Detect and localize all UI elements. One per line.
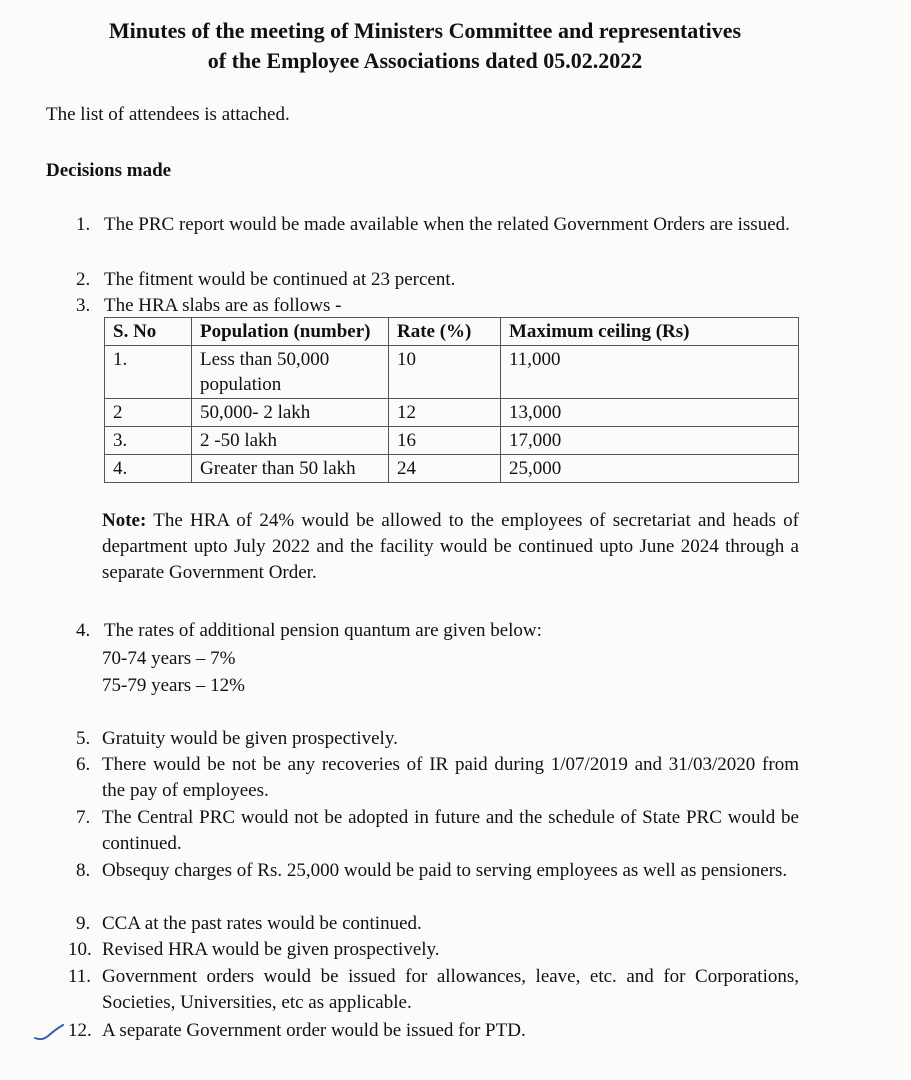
cell-rate: 12 xyxy=(389,399,501,427)
cell-sno: 4. xyxy=(105,455,192,483)
decision-item-3: 3. The HRA slabs are as follows - xyxy=(76,295,342,316)
cell-rate: 16 xyxy=(389,427,501,455)
cell-sno: 1. xyxy=(105,346,192,399)
decision-item-7: 7. The Central PRC would not be adopted in future and the schedule of State PRC would be continued. xyxy=(76,807,799,854)
cell-population: Less than 50,000 population xyxy=(192,346,389,399)
cell-ceiling: 25,000 xyxy=(501,455,799,483)
decision-item-4: 4. The rates of additional pension quantum are given below: xyxy=(76,620,542,641)
handwritten-tick-icon xyxy=(34,1024,64,1042)
cell-ceiling: 11,000 xyxy=(501,346,799,399)
decision-item-9: 9. CCA at the past rates would be continued. xyxy=(76,913,422,934)
decisions-heading: Decisions made xyxy=(46,160,172,181)
header-sno: S. No xyxy=(105,318,192,346)
table-row xyxy=(105,427,799,455)
decision-item-5: 5. Gratuity would be given prospectively. xyxy=(76,728,398,749)
decision-item-8: 8. Obsequy charges of Rs. 25,000 would be paid to serving employees as well as pensioners. xyxy=(76,860,788,881)
table-row xyxy=(105,455,799,483)
table-row xyxy=(105,346,799,399)
cell-population: Greater than 50 lakh xyxy=(192,455,389,483)
title-line-1: Minutes of the meeting of Ministers Committee and representatives xyxy=(108,18,742,43)
decision-item-11: 11. Government orders would be issued for allowances, leave, etc. and for Corporations, Societies, Universities, etc as applicable. xyxy=(68,966,799,1013)
cell-rate: 10 xyxy=(389,346,501,399)
cell-sno: 2 xyxy=(105,399,192,427)
cell-ceiling: 13,000 xyxy=(501,399,799,427)
decision-item-1: 1. The PRC report would be made available when the related Government Orders are issued. xyxy=(76,214,790,235)
title-line-2: of the Employee Associations dated 05.02.2022 xyxy=(207,48,643,73)
cell-population: 2 -50 lakh xyxy=(192,427,389,455)
table-header-row xyxy=(105,318,799,346)
note-label: Note: xyxy=(102,510,147,531)
pension-rate-line: 70-74 years – 7% xyxy=(102,648,236,669)
decision-item-12: 12. A separate Government order would be issued for PTD. xyxy=(68,1020,526,1041)
decision-item-2: 2. The fitment would be continued at 23 percent. xyxy=(76,269,456,290)
note-text: The HRA of 24% would be allowed to the employees of secretariat and heads of department upto July 2022 and the facility would be continued upto June 2024 through a separate Government Order. xyxy=(102,510,799,583)
cell-sno: 3. xyxy=(105,427,192,455)
table-row xyxy=(105,399,799,427)
document-title xyxy=(0,16,850,76)
cell-rate: 24 xyxy=(389,455,501,483)
attendees-note: The list of attendees is attached. xyxy=(46,104,290,125)
pension-rate-line: 75-79 years – 12% xyxy=(102,675,245,696)
header-rate: Rate (%) xyxy=(389,318,501,346)
header-ceiling: Maximum ceiling (Rs) xyxy=(501,318,799,346)
hra-slabs-table xyxy=(104,317,799,483)
decision-item-10: 10. Revised HRA would be given prospectively. xyxy=(68,939,440,960)
pension-rates-list xyxy=(102,645,245,699)
hra-note xyxy=(102,508,799,586)
cell-ceiling: 17,000 xyxy=(501,427,799,455)
cell-population: 50,000- 2 lakh xyxy=(192,399,389,427)
header-population: Population (number) xyxy=(192,318,389,346)
decision-item-6: 6. There would be not be any recoveries of IR paid during 1/07/2019 and 31/03/2020 from the pay of employees. xyxy=(76,754,799,801)
